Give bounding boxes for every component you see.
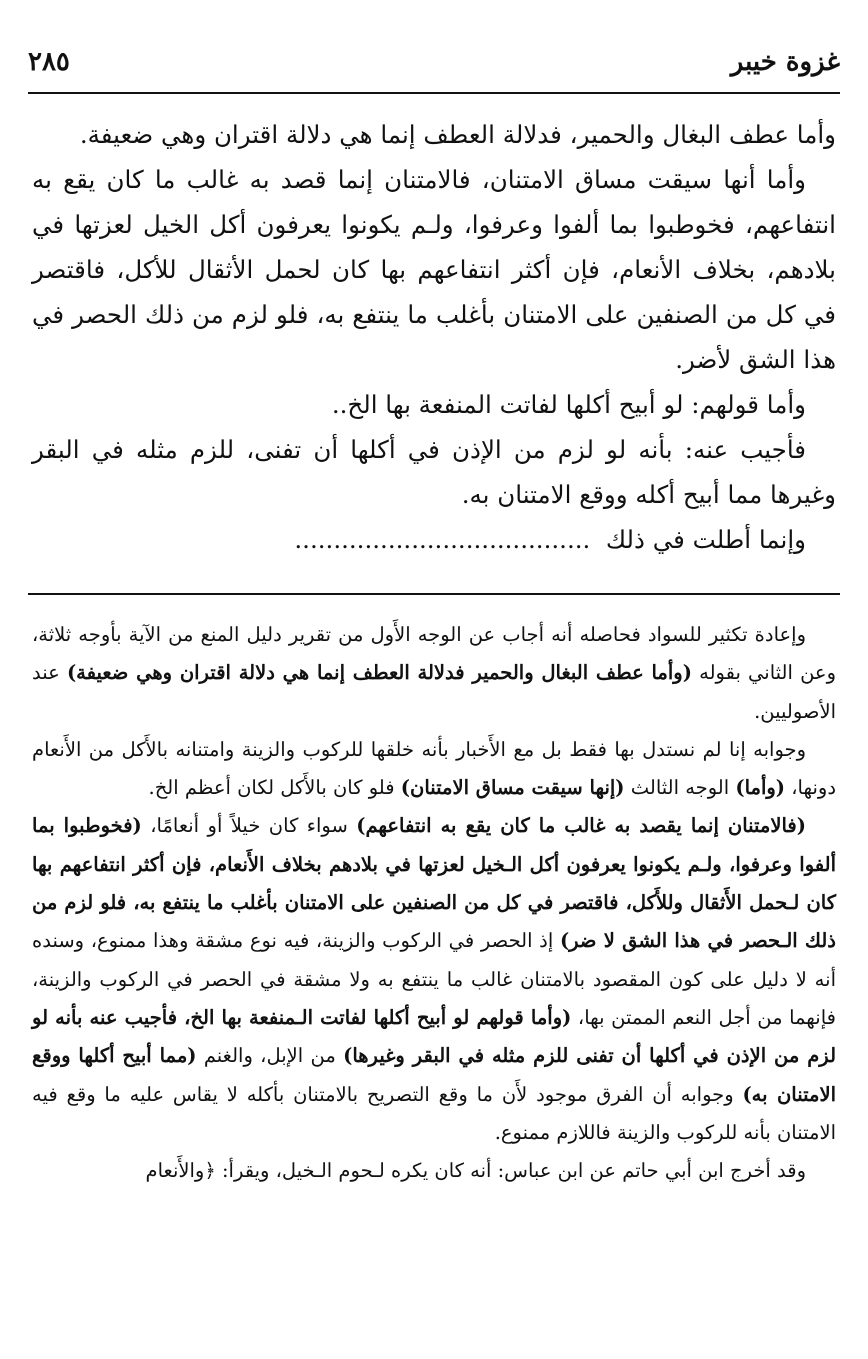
running-title: غزوة خيبر [730,47,840,77]
commentary-text-run: فلو كان بالأَكل لكان أعظم الخ. [148,776,401,800]
main-paragraph-4: فأجيب عنه: بأنه لو لزم من الإذن في أكلها أن تفنى، للزم مثله في البقر وغيرها مما أبيح أكله ووقع الامتنان به. [32,435,836,509]
main-paragraph-1: وأما عطف البغال والحمير، فدلالة العطف إنما هي دلالة اقتران وهي ضعيفة. [79,120,836,149]
main-text [32,112,836,562]
quoted-matn: (وأما عطف البغال والحمير فدلالة العطف إنما هي دلالة اقتران وهي ضعيفة) [66,661,692,685]
commentary-paragraph-3 [32,807,836,1152]
main-paragraph-2: وأما أنها سيقت مساق الامتنان، فالامتنان إنما قصد به غالب ما كان يقع به انتفاعهم، فخوطبوا بما ألفوا وعرفوا، ولـم يكونوا يعرفون أكل الخيل لعزتها في بلادهم، بخلاف الأنعام، فإن أكثر انتفاعهم بها كان لحمل الأثقال للأكل، فاقتصر في كل من الصنفين على الامتنان بأغلب ما ينتفع به، فلو لزم من ذلك الحصر في هذا الشق لأضر. [32,165,836,374]
commentary-text-run: وجوابه إنا لم نستدل بها فقط بل مع الأَخبار بأنه خلقها للركوب والزينة وامتنانه بالأَكل من الأَنعام دونها، [32,737,836,800]
main-paragraph-5 [32,517,836,562]
quoted-matn: (إنها سيقت مساق الامتنان) [400,776,625,800]
quoted-matn: (فخوطبوا بما ألفوا وعرفوا، ولـم يكونوا يعرفون أكل الـخيل لعزتها في بلادهم بخلاف الأَنعام، فإن أكثر انتفاعهم بها كان لـحمل الأَثقال وللأَكل، فاقتصر في كل من الصنفين على الامتنان بأغلب ما ينتفع به، فلو لزم من ذلك الـحصر في هذا الشق لا ضر) [32,814,836,953]
commentary-text-run: وجوابه أن الفرق موجود لأَن ما وقع التصريح بالامتنان بأكله لا يقاس عليه ما وقع فيه الامتنان بأنه للركوب والزينة فاللازم ممنوع. [32,1082,836,1144]
main-paragraph-3: وأما قولهم: لو أبيح أكلها لفاتت المنفعة بها الخ.. [331,390,806,419]
commentary-text-run: عند الأصوليين. [32,661,836,723]
commentary-text-run: سواء كان خيلاً أو أنعامًا، [141,814,357,838]
quoted-matn: (مما أبيح أكلها ووقع الامتنان به) [32,1044,836,1106]
quoted-matn: (وأما قولهم لو أبيح أكلها لفاتت الـمنفعة بها الخ، فأجيب عنه بأنه لو لزم من الإذن في أكلها أن تفنى للزم مثله في البقر وغيرها) [32,1005,837,1068]
page-number: ٢٨٥ [28,47,70,77]
ellipsis-dots: ...................................... [294,525,591,554]
page-header [28,40,840,84]
quoted-matn: (فالامتنان إنما يقصد به غالب ما كان يقع به انتفاعهم) [356,814,806,838]
commentary-text-run: إذ الحصر في الركوب والزينة، فيه نوع مشقة وهذا ممنوع، وسنده أنه لا دليل على كون المقصود بالامتنان غالب ما ينتفع به ولا مشقة في الحصر في الركوب والزينة، فإنهما من أجل النعم الممتن بها، [32,929,836,1029]
commentary-text-run: من الإبل، والغنم [196,1044,344,1068]
commentary-divider [28,593,840,595]
commentary-text-run: وإعادة تكثير للسواد فحاصله أنه أجاب عن الوجه الأَول من تقرير دليل المنع من الآية بأوجه ثلاثة، وعن الثاني بقوله [32,623,836,685]
commentary-paragraph-2 [32,731,836,808]
commentary-paragraph-1 [32,616,836,731]
main-paragraph-5-text: وإنما أطلت في ذلك [605,525,806,554]
commentary-paragraph-4: وقد أخرج ابن أبي حاتم عن ابن عباس: أنه كان يكره لـحوم الـخيل، ويقرأ: ﴿والأَنعام [145,1159,806,1183]
header-rule [28,92,840,94]
quoted-matn: (وأما) [735,776,786,800]
commentary-text-run: الوجه الثالث [624,776,736,800]
commentary-text [32,616,836,1190]
